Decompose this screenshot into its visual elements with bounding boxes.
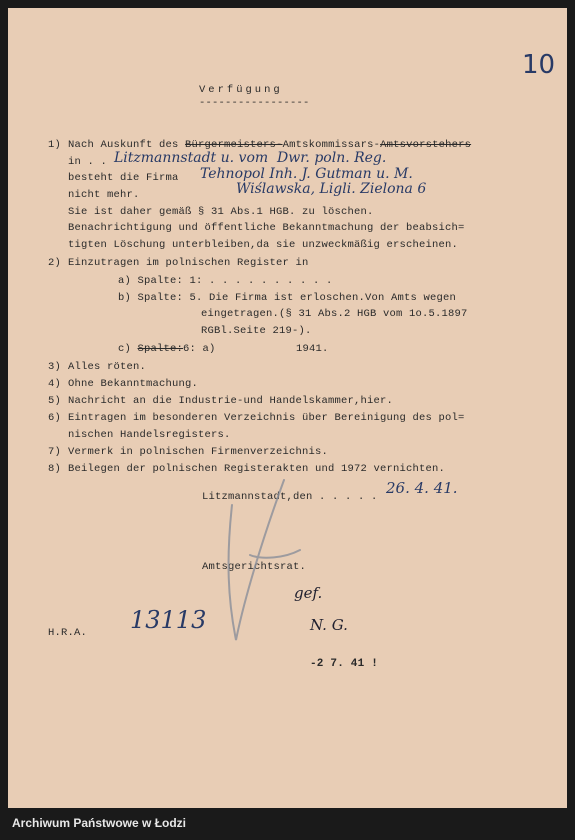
item1-nicht-mehr: nicht mehr. [68, 189, 140, 201]
item2-c-rest: 6: a) [183, 343, 216, 355]
item1-line7: tigten Löschung unterbleiben,da sie unzweckmäßig erscheinen. [68, 239, 459, 251]
item1-middle: Amtskommissars- [282, 139, 381, 151]
item2-b2: eingetragen.(§ 31 Abs.2 HGB vom 1o.5.1897 [201, 308, 468, 320]
list-item: Ohne Bekanntmachung. [68, 378, 199, 390]
place-date: Litzmannstadt,den . . . . . [202, 491, 378, 503]
handwritten-address: Wiślawska, Ligli. Zielona 6 [236, 181, 427, 197]
title-underline: ----------------- [199, 97, 310, 109]
list-item: Nachricht an die Industrie-und Handelskammer,hier. [68, 395, 394, 407]
item1-in: in . . [68, 156, 108, 168]
stamp-date: -2 7. 41 ! [310, 658, 379, 670]
item2-c-prefix: c) [118, 343, 132, 355]
list-item: Alles röten. [68, 361, 147, 373]
item-number: 7) [48, 446, 62, 458]
item-number: 5) [48, 395, 62, 407]
item-number: 6) [48, 412, 62, 424]
struck-text: Amtsvorstehers [380, 139, 472, 151]
item2-c-year: 1941. [296, 343, 329, 355]
list-item: Vermerk in polnischen Firmenverzeichnis. [68, 446, 329, 458]
hra-label: H.R.A. [48, 627, 88, 639]
hra-number: 13113 [130, 606, 207, 634]
list-item: Eintragen im besonderen Verzeichnis über Bereinigung des pol= [68, 412, 465, 424]
page-number: 10 [522, 50, 556, 80]
court-signature-line: Amtsgerichtsrat. [202, 561, 307, 573]
list-item: Beilegen der polnischen Registerakten und 1972 vernichten. [68, 463, 446, 475]
handwritten-date: 26. 4. 41. [386, 479, 458, 497]
item2-b1: b) Spalte: 5. Die Firma ist erloschen.Von Amts wegen [118, 292, 457, 304]
item2-text: Einzutragen im polnischen Register in [68, 257, 309, 269]
item-number: 2) [48, 257, 62, 269]
document-title: Verfügung [199, 84, 283, 96]
item-number: 3) [48, 361, 62, 373]
item1-line5: Sie ist daher gemäß § 31 Abs.1 HGB. zu löschen. [68, 206, 374, 218]
archive-footer: Archiwum Państwowe w Łodzi [12, 816, 187, 830]
item2-a: a) Spalte: 1: . . . . . . . . . . [118, 275, 333, 287]
struck-text: Spalte: [137, 343, 184, 355]
handwritten-initials: N. G. [310, 616, 348, 634]
item-number: 8) [48, 463, 62, 475]
list-item-continuation: nischen Handelsregisters. [68, 429, 231, 441]
handwritten-gef: gef. [294, 584, 323, 602]
item1-prefix: Nach Auskunft des [68, 139, 179, 151]
item-number: 4) [48, 378, 62, 390]
handwritten-firm-name: Tehnopol Inh. J. Gutman u. M. [200, 166, 413, 182]
item1-line6: Benachrichtigung und öffentliche Bekanntmachung der beabsich= [68, 222, 465, 234]
handwritten-location: Litzmannstadt u. vom Dwr. poln. Reg. [114, 150, 387, 166]
item-number: 1) [48, 139, 62, 151]
struck-text: Bürgermeisters- [185, 139, 283, 151]
item1-firm: besteht die Firma [68, 172, 179, 184]
item2-b3: RGBl.Seite 219-). [201, 325, 312, 337]
